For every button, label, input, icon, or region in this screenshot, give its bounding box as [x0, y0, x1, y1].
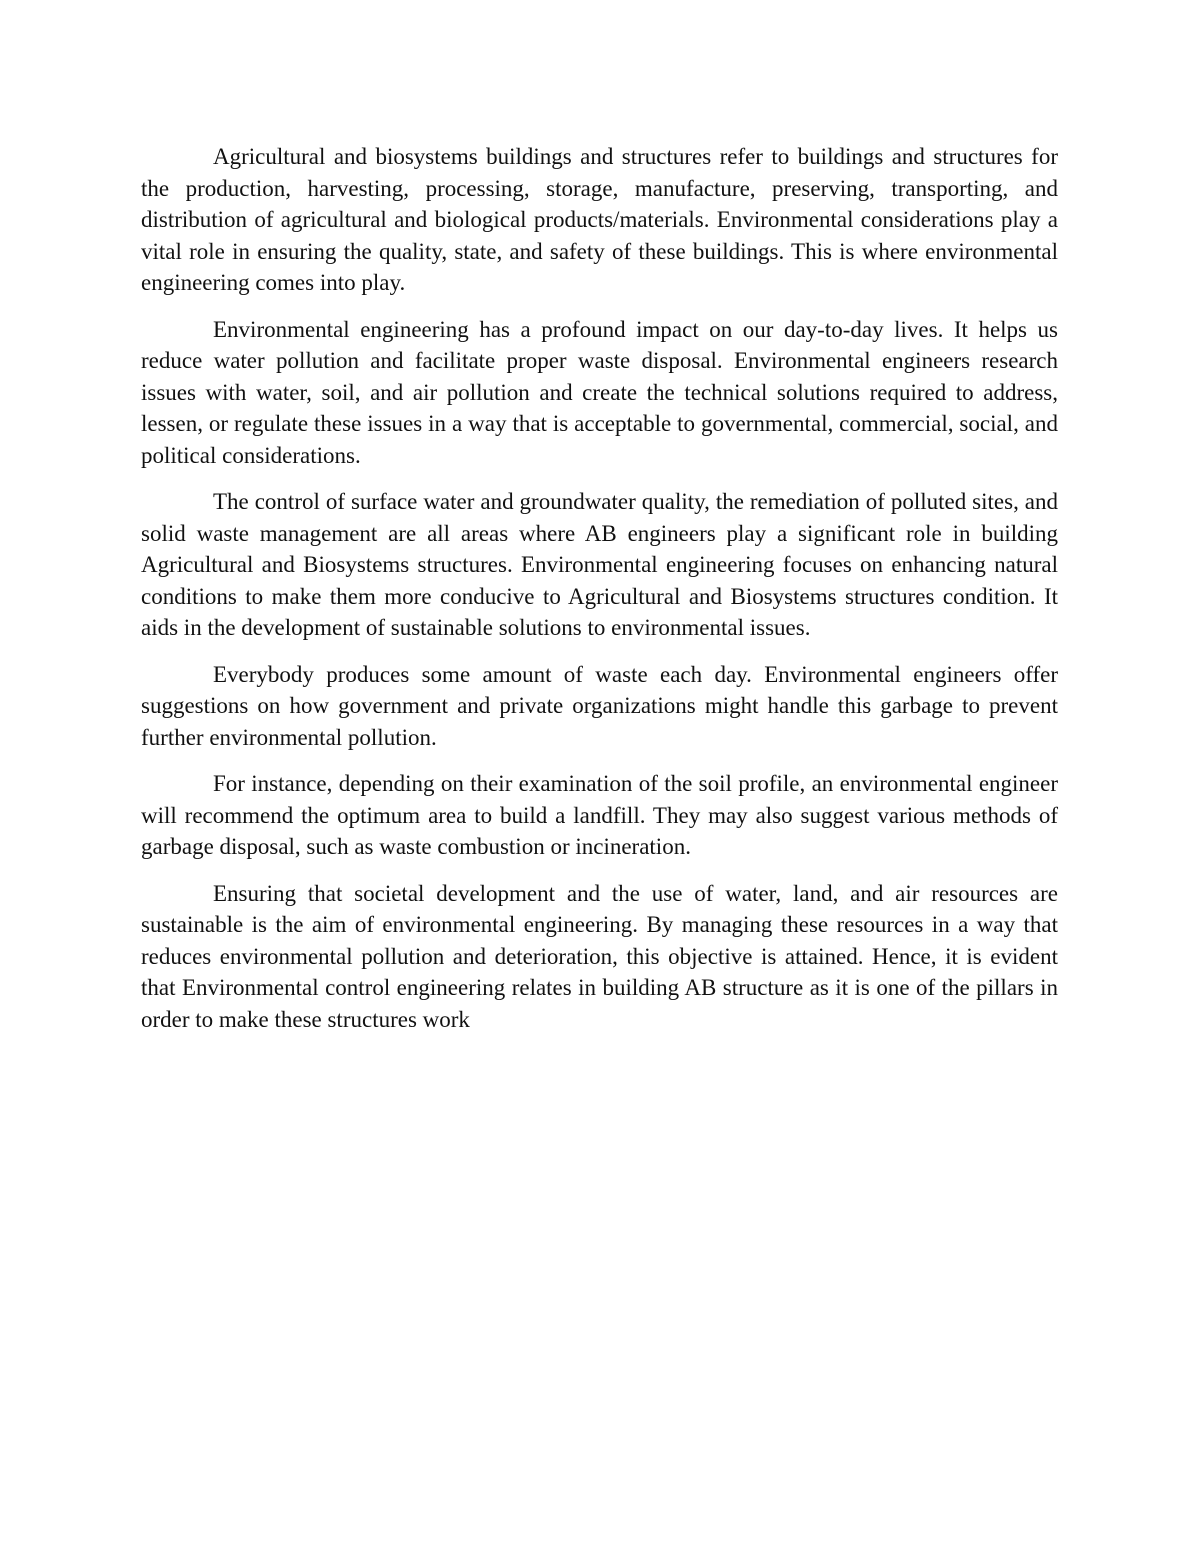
document-body [141, 141, 1058, 1050]
paragraph: Agricultural and biosystems buildings and structures refer to buildings and structures for the production, harvesting, processing, storage, manufacture, preserving, transporting, and distribution of agricultural and biological products/materials. Environmental considerations play a vital role in ensuring the quality, state, and safety of these buildings. This is where environmental engineering comes into play. [141, 144, 1058, 295]
paragraph: The control of surface water and groundwater quality, the remediation of polluted sites, and solid waste management are all areas where AB engineers play a significant role in building Agricultural and Biosystems structures. Environmental engineering focuses on enhancing natural conditions to make them more conducive to Agricultural and Biosystems structures condition. It aids in the development of sustainable solutions to environmental issues. [141, 489, 1058, 640]
paragraph: Ensuring that societal development and the use of water, land, and air resources are sustainable is the aim of environmental engineering. By managing these resources in a way that reduces environmental pollution and deterioration, this objective is attained. Hence, it is evident that Environmental control engineering relates in building AB structure as it is one of the pillars in order to make these structures work [141, 880, 1058, 1032]
paragraph: Everybody produces some amount of waste each day. Environmental engineers offer suggestions on how government and private organizations might handle this garbage to prevent further environmental pollution. [141, 661, 1058, 750]
paragraph: Environmental engineering has a profound impact on our day-to-day lives. It helps us reduce water pollution and facilitate proper waste disposal. Environmental engineers research issues with water, soil, and air pollution and create the technical solutions required to address, lessen, or regulate these issues in a way that is acceptable to governmental, commercial, social, and political considerations. [141, 316, 1058, 468]
paragraph: For instance, depending on their examination of the soil profile, an environmental engineer will recommend the optimum area to build a landfill. They may also suggest various methods of garbage disposal, such as waste combustion or incineration. [141, 771, 1058, 859]
